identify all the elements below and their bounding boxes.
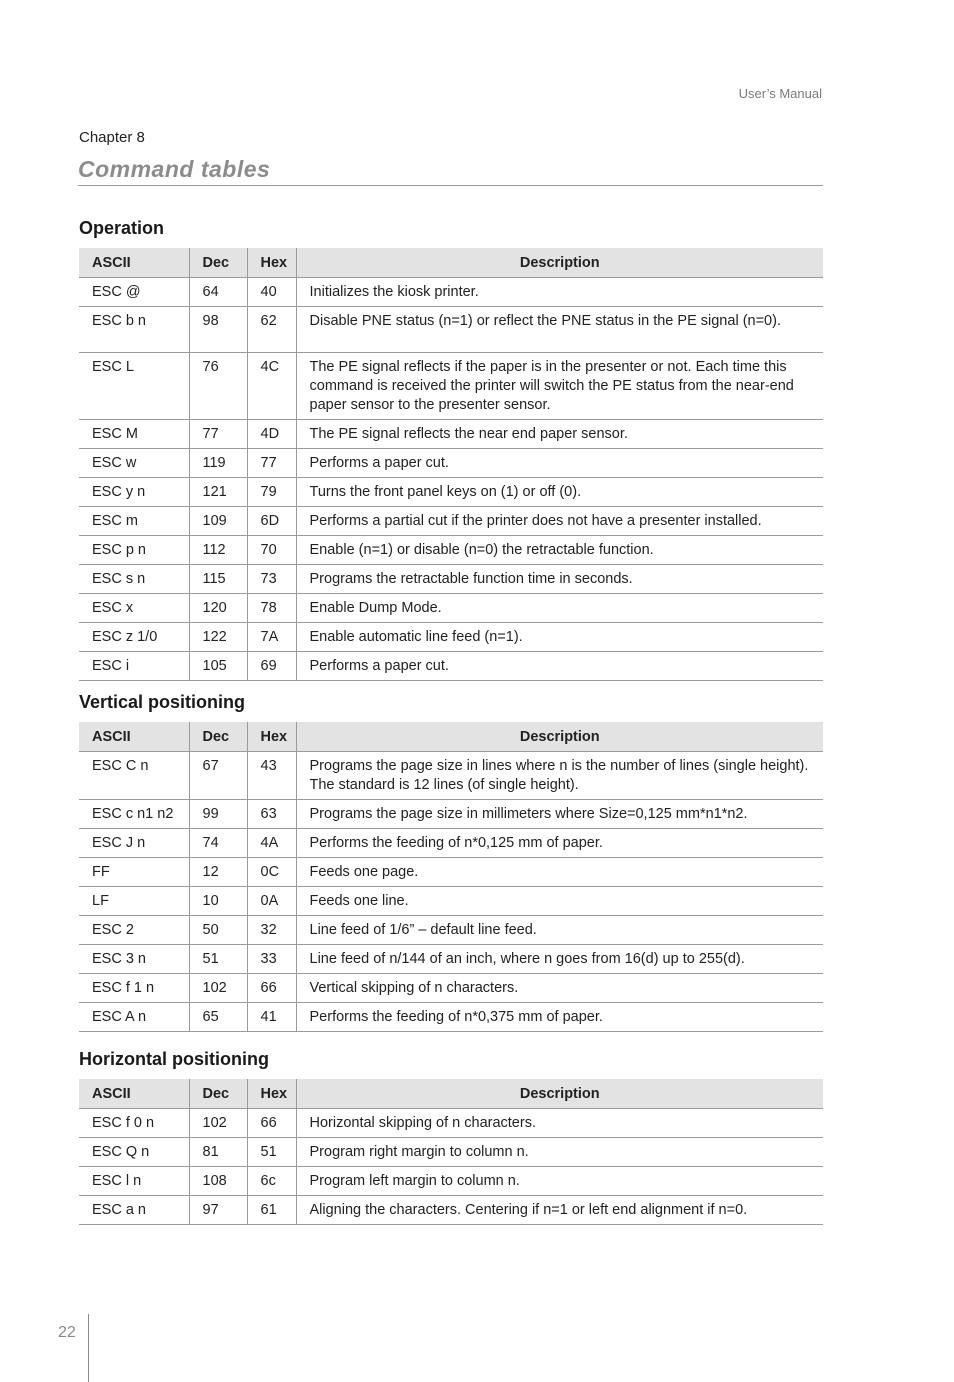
- cell-description: Feeds one line.: [296, 887, 823, 916]
- cell-hex: 51: [247, 1138, 296, 1167]
- col-header-ascii: ASCII: [79, 722, 189, 752]
- cell-description: Disable PNE status (n=1) or reflect the PNE status in the PE signal (n=0).: [296, 307, 823, 353]
- running-header: User’s Manual: [738, 86, 822, 101]
- cell-hex: 61: [247, 1196, 296, 1225]
- cell-description: Program left margin to column n.: [296, 1167, 823, 1196]
- cell-ascii: ESC p n: [79, 536, 189, 565]
- cell-hex: 78: [247, 594, 296, 623]
- table-row: [79, 1003, 823, 1032]
- cell-description: Horizontal skipping of n characters.: [296, 1109, 823, 1138]
- cell-hex: 6c: [247, 1167, 296, 1196]
- cell-hex: 43: [247, 752, 296, 800]
- cell-dec: 108: [189, 1167, 247, 1196]
- cell-dec: 112: [189, 536, 247, 565]
- cell-ascii: ESC 3 n: [79, 945, 189, 974]
- section-title-horizontal-positioning: Horizontal positioning: [79, 1049, 269, 1069]
- table-row: [79, 858, 823, 887]
- table-row: [79, 420, 823, 449]
- cell-hex: 32: [247, 916, 296, 945]
- cell-dec: 81: [189, 1138, 247, 1167]
- cell-ascii: ESC 2: [79, 916, 189, 945]
- cell-dec: 119: [189, 449, 247, 478]
- cell-ascii: LF: [79, 887, 189, 916]
- cell-description: Enable automatic line feed (n=1).: [296, 623, 823, 652]
- cell-ascii: ESC f 0 n: [79, 1109, 189, 1138]
- cell-dec: 102: [189, 1109, 247, 1138]
- col-header-hex: Hex: [247, 1079, 296, 1109]
- cell-description: Programs the page size in lines where n is the number of lines (single height). The standard is 12 lines (of single height).: [296, 752, 823, 800]
- cell-dec: 10: [189, 887, 247, 916]
- table-row: [79, 278, 823, 307]
- cell-ascii: ESC m: [79, 507, 189, 536]
- cell-dec: 74: [189, 829, 247, 858]
- horizontal-positioning-table: [79, 1079, 823, 1225]
- table-row: [79, 353, 823, 420]
- cell-description: Performs the feeding of n*0,375 mm of paper.: [296, 1003, 823, 1032]
- cell-dec: 109: [189, 507, 247, 536]
- table-row: [79, 1109, 823, 1138]
- page-number: 22: [58, 1324, 76, 1341]
- cell-hex: 66: [247, 1109, 296, 1138]
- cell-description: Program right margin to column n.: [296, 1138, 823, 1167]
- cell-dec: 64: [189, 278, 247, 307]
- operation-table: [79, 248, 823, 681]
- cell-dec: 97: [189, 1196, 247, 1225]
- cell-ascii: ESC @: [79, 278, 189, 307]
- cell-dec: 12: [189, 858, 247, 887]
- cell-description: Performs a paper cut.: [296, 652, 823, 681]
- cell-hex: 4D: [247, 420, 296, 449]
- table-row: [79, 536, 823, 565]
- table-row: [79, 307, 823, 353]
- table-row: [79, 565, 823, 594]
- cell-hex: 79: [247, 478, 296, 507]
- cell-ascii: ESC w: [79, 449, 189, 478]
- table-row: [79, 945, 823, 974]
- col-header-description: Description: [296, 722, 823, 752]
- cell-dec: 76: [189, 353, 247, 420]
- cell-description: Line feed of 1/6” – default line feed.: [296, 916, 823, 945]
- table-row: [79, 652, 823, 681]
- cell-ascii: ESC A n: [79, 1003, 189, 1032]
- cell-hex: 7A: [247, 623, 296, 652]
- cell-description: Initializes the kiosk printer.: [296, 278, 823, 307]
- cell-description: Aligning the characters. Centering if n=1 or left end alignment if n=0.: [296, 1196, 823, 1225]
- cell-description: Performs a partial cut if the printer does not have a presenter installed.: [296, 507, 823, 536]
- col-header-hex: Hex: [247, 248, 296, 278]
- cell-dec: 120: [189, 594, 247, 623]
- cell-description: Programs the retractable function time in seconds.: [296, 565, 823, 594]
- cell-hex: 0A: [247, 887, 296, 916]
- cell-dec: 67: [189, 752, 247, 800]
- col-header-ascii: ASCII: [79, 248, 189, 278]
- cell-hex: 70: [247, 536, 296, 565]
- table-row: [79, 887, 823, 916]
- table-row: [79, 1196, 823, 1225]
- cell-ascii: ESC z 1/0: [79, 623, 189, 652]
- col-header-ascii: ASCII: [79, 1079, 189, 1109]
- col-header-hex: Hex: [247, 722, 296, 752]
- cell-description: Performs the feeding of n*0,125 mm of paper.: [296, 829, 823, 858]
- cell-ascii: ESC y n: [79, 478, 189, 507]
- cell-dec: 122: [189, 623, 247, 652]
- section-title-operation: Operation: [79, 218, 165, 238]
- cell-hex: 77: [247, 449, 296, 478]
- cell-description: Line feed of n/144 of an inch, where n goes from 16(d) up to 255(d).: [296, 945, 823, 974]
- cell-hex: 66: [247, 974, 296, 1003]
- cell-ascii: FF: [79, 858, 189, 887]
- cell-dec: 121: [189, 478, 247, 507]
- cell-ascii: ESC a n: [79, 1196, 189, 1225]
- table-row: [79, 800, 823, 829]
- table-row: [79, 752, 823, 800]
- cell-description: Feeds one page.: [296, 858, 823, 887]
- cell-dec: 77: [189, 420, 247, 449]
- cell-hex: 33: [247, 945, 296, 974]
- cell-description: Programs the page size in millimeters where Size=0,125 mm*n1*n2.: [296, 800, 823, 829]
- cell-hex: 69: [247, 652, 296, 681]
- cell-ascii: ESC f 1 n: [79, 974, 189, 1003]
- cell-dec: 65: [189, 1003, 247, 1032]
- cell-dec: 99: [189, 800, 247, 829]
- cell-dec: 102: [189, 974, 247, 1003]
- table-row: [79, 507, 823, 536]
- table-row: [79, 829, 823, 858]
- cell-description: Enable Dump Mode.: [296, 594, 823, 623]
- cell-description: The PE signal reflects the near end paper sensor.: [296, 420, 823, 449]
- table-row: [79, 1138, 823, 1167]
- cell-hex: 40: [247, 278, 296, 307]
- cell-description: Turns the front panel keys on (1) or off (0).: [296, 478, 823, 507]
- cell-ascii: ESC c n1 n2: [79, 800, 189, 829]
- cell-ascii: ESC J n: [79, 829, 189, 858]
- section-title-vertical-positioning: Vertical positioning: [79, 692, 246, 712]
- cell-ascii: ESC x: [79, 594, 189, 623]
- cell-description: Vertical skipping of n characters.: [296, 974, 823, 1003]
- col-header-description: Description: [296, 248, 823, 278]
- vertical-positioning-table: [79, 722, 823, 1032]
- col-header-description: Description: [296, 1079, 823, 1109]
- table-row: [79, 916, 823, 945]
- col-header-dec: Dec: [189, 248, 247, 278]
- cell-description: Performs a paper cut.: [296, 449, 823, 478]
- cell-dec: 115: [189, 565, 247, 594]
- cell-hex: 4C: [247, 353, 296, 420]
- cell-hex: 0C: [247, 858, 296, 887]
- cell-hex: 41: [247, 1003, 296, 1032]
- cell-ascii: ESC C n: [79, 752, 189, 800]
- col-header-dec: Dec: [189, 1079, 247, 1109]
- cell-ascii: ESC i: [79, 652, 189, 681]
- table-row: [79, 594, 823, 623]
- cell-dec: 105: [189, 652, 247, 681]
- cell-hex: 6D: [247, 507, 296, 536]
- page-title: Command tables: [78, 156, 823, 186]
- cell-hex: 4A: [247, 829, 296, 858]
- cell-ascii: ESC M: [79, 420, 189, 449]
- table-row: [79, 449, 823, 478]
- cell-ascii: ESC s n: [79, 565, 189, 594]
- cell-ascii: ESC b n: [79, 307, 189, 353]
- footer-divider: [88, 1314, 89, 1382]
- cell-dec: 98: [189, 307, 247, 353]
- table-row: [79, 623, 823, 652]
- col-header-dec: Dec: [189, 722, 247, 752]
- cell-ascii: ESC L: [79, 353, 189, 420]
- cell-hex: 62: [247, 307, 296, 353]
- table-row: [79, 1167, 823, 1196]
- cell-ascii: ESC Q n: [79, 1138, 189, 1167]
- cell-dec: 50: [189, 916, 247, 945]
- cell-hex: 73: [247, 565, 296, 594]
- cell-description: The PE signal reflects if the paper is in the presenter or not. Each time this command is received the printer will switch the PE status from the near-end paper sensor to the presenter sensor.: [296, 353, 823, 420]
- cell-dec: 51: [189, 945, 247, 974]
- chapter-label: Chapter 8: [79, 129, 145, 146]
- table-row: [79, 478, 823, 507]
- table-row: [79, 974, 823, 1003]
- cell-ascii: ESC l n: [79, 1167, 189, 1196]
- cell-description: Enable (n=1) or disable (n=0) the retractable function.: [296, 536, 823, 565]
- cell-hex: 63: [247, 800, 296, 829]
